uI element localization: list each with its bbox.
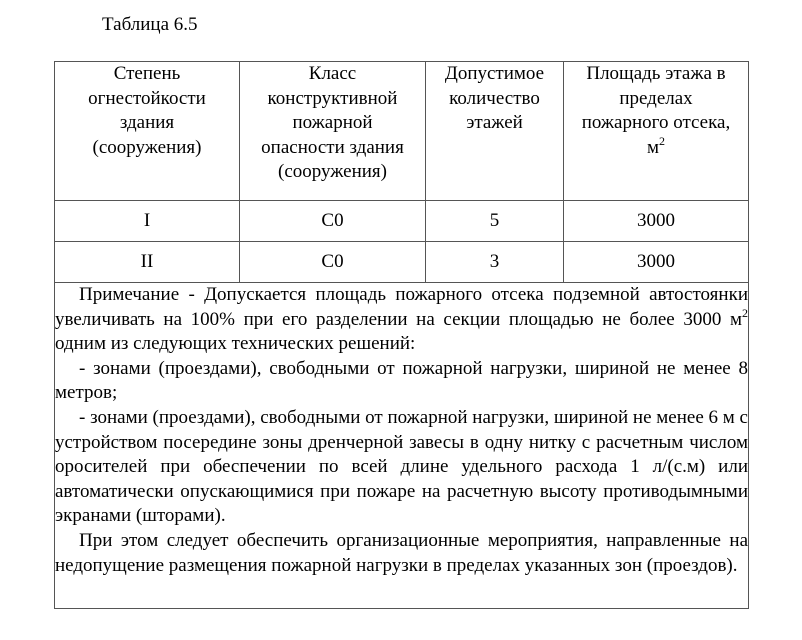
cell-degree: II (55, 242, 240, 283)
fire-compartment-table (54, 61, 749, 609)
table-caption: Таблица 6.5 (102, 14, 198, 35)
cell-area: 3000 (564, 242, 749, 283)
header-structural-class: Класс конструктивной пожарной опасности здания (сооружения) (240, 62, 426, 201)
note-paragraph: - зонами (проездами), свободными от пожарной нагрузки, шириной не менее 6 м с устройством посередине зоны дренчерной завесы в одну нитку с расчетным числом оросителей при обеспечении по всей длине удельного расхода 1 л/(с.м) или автоматически опускающимися при пожаре на расчетную высоту противодымными экранами (шторами). (55, 406, 748, 527)
note-paragraph: Примечание - Допускается площадь пожарного отсека подземной автостоянки увеличивать на 100% при его разделении на секции площадью не более 3000 $м^2$ одним из следующих технических решений: (55, 284, 748, 355)
cell-area: 3000 (564, 201, 749, 242)
header-row (55, 62, 749, 201)
cell-class: С0 (240, 242, 426, 283)
cell-floors: 3 (426, 242, 564, 283)
note-paragraph: - зонами (проездами), свободными от пожарной нагрузки, шириной не менее 8 метров; (55, 357, 748, 404)
cell-class: С0 (240, 201, 426, 242)
cell-degree: I (55, 201, 240, 242)
header-fire-resistance: Степень огнестойкости здания (сооружения) (55, 62, 240, 201)
table-row (55, 201, 749, 242)
note-cell (55, 283, 749, 609)
header-floor-count: Допустимое количество этажей (426, 62, 564, 201)
table-row (55, 242, 749, 283)
note-paragraph: При этом следует обеспечить организационные мероприятия, направленные на недопущение размещения пожарной нагрузки в пределах указанных зон (проездов). (55, 529, 748, 576)
note-row (55, 283, 749, 609)
cell-floors: 5 (426, 201, 564, 242)
header-floor-area: Площадь этажа в пределах пожарного отсека, $м^2$ (564, 62, 749, 201)
